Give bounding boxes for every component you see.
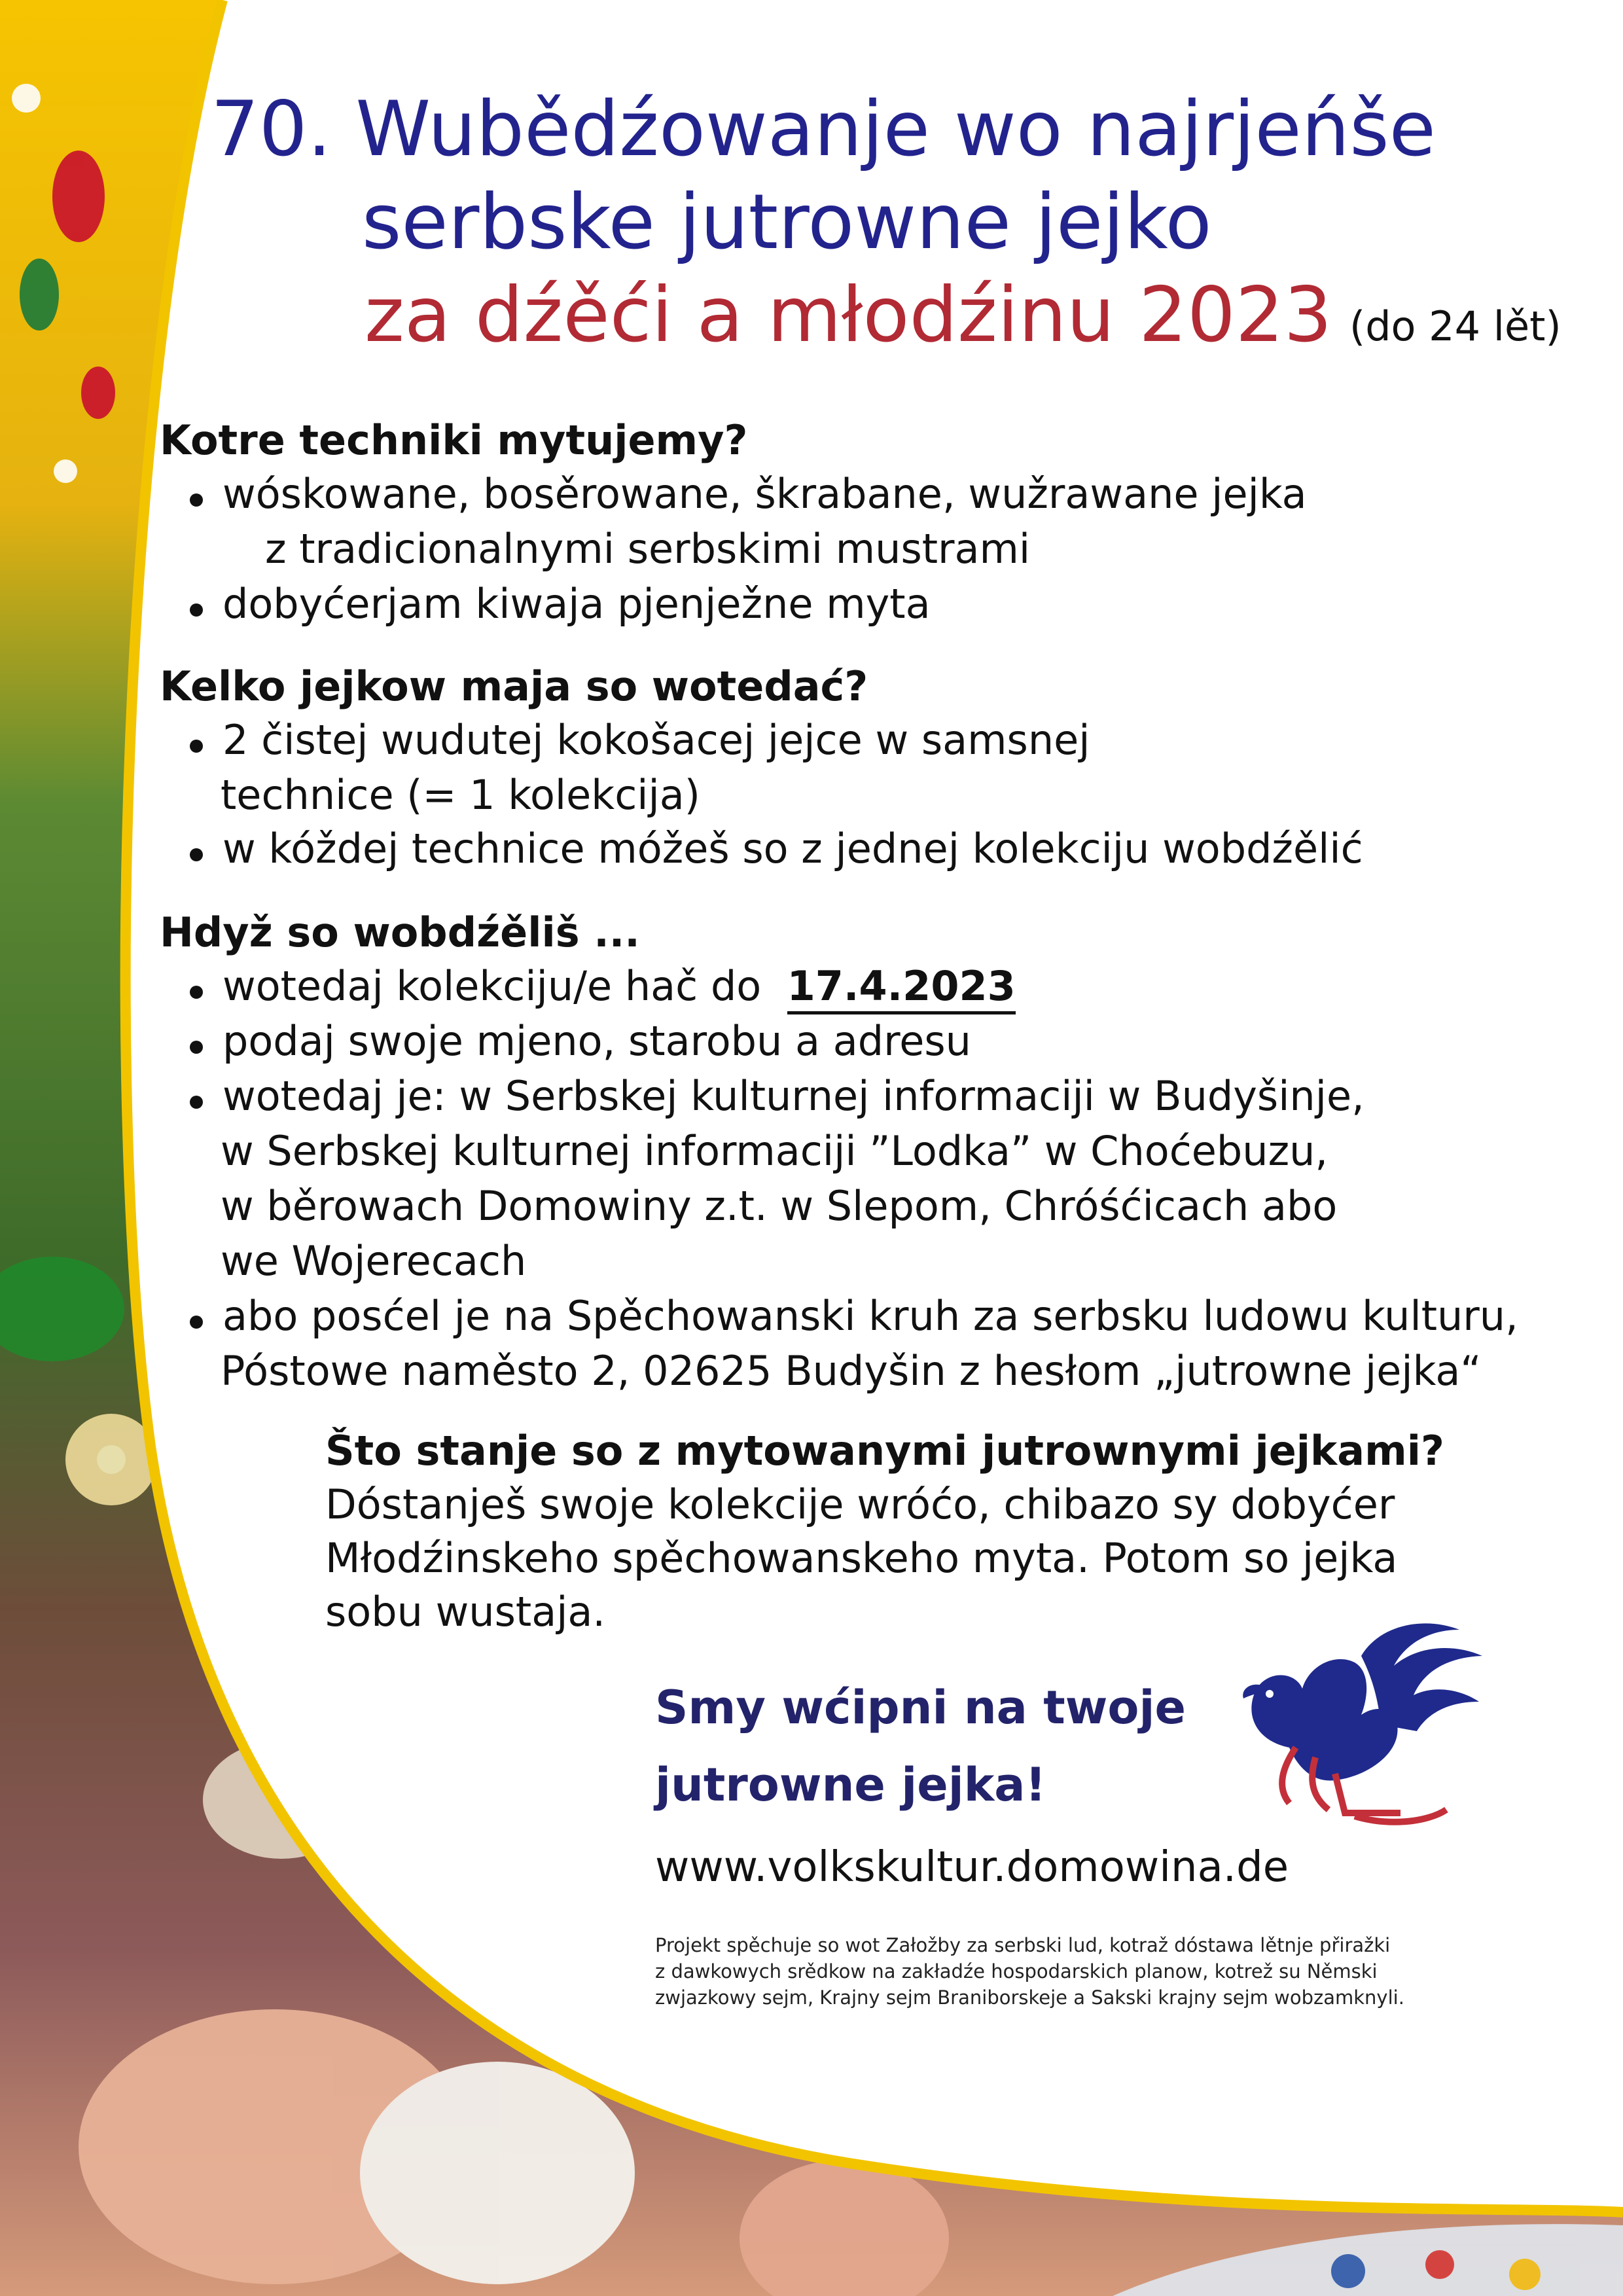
bullet-text: wóskowane, bosěrowane, škrabane, wužrawane jejka xyxy=(223,470,1307,518)
funding-note-line: zwjazkowy sejm, Krajny sejm Braniborskeje a Sakski krajny sejm wobzamknyli. xyxy=(655,1986,1404,2009)
bullet-dot xyxy=(190,848,203,861)
bullet-text xyxy=(223,962,1016,1010)
results-paragraph-line: Dóstanješ swoje kolekcije wróćo, chibazo sy dobyćer xyxy=(325,1480,1395,1528)
bullet-dot xyxy=(190,1316,203,1329)
bullet-dot xyxy=(190,986,203,999)
results-paragraph-line: Młodźinskeho spěchowanskeho myta. Potom so jejka xyxy=(325,1534,1398,1582)
bullet-text-continued: z tradicionalnymi serbskimi mustrami xyxy=(265,525,1031,573)
bullet-text: w kóždej technice móžeš so z jednej kolekciju wobdźělić xyxy=(223,825,1363,872)
slogan-line-2: jutrowne jejka! xyxy=(655,1758,1046,1812)
bullet-text: wotedaj je: w Serbskej kulturnej informaciji w Budyšinje, xyxy=(223,1072,1364,1120)
deadline-date: 17.4.2023 xyxy=(787,962,1016,1014)
bullet-dot xyxy=(190,493,203,507)
bullet-text-continued: w Serbskej kulturnej informaciji ”Lodka” w Choćebuzu, xyxy=(221,1127,1329,1175)
bullet-text: 2 čistej wudutej kokošacej jejce w samsnej xyxy=(223,716,1090,764)
website-url[interactable]: www.volkskultur.domowina.de xyxy=(655,1843,1289,1892)
bullet-text-continued: technice (= 1 kolekcija) xyxy=(221,771,700,819)
bullet-text-continued: w běrowach Domowiny z.t. w Slepom, Chróśćicach abo xyxy=(221,1182,1338,1230)
funding-note-line: z dawkowych srědkow na zakładźe hospodarskich planow, kotrež su Němski xyxy=(655,1960,1378,1982)
bullet-dot xyxy=(190,1041,203,1054)
section-heading-participation: Hdyž so wobdźěliš ... xyxy=(160,908,640,956)
bullet-dot xyxy=(190,603,203,617)
title-line-2: serbske jutrowne jejko xyxy=(362,178,1212,266)
section-heading-results: Što stanje so z mytowanymi jutrownymi jejkami? xyxy=(325,1427,1444,1475)
title-line-3: za dźěći a młodźinu 2023 xyxy=(365,271,1332,359)
bullet-text: abo posćel je na Spěchowanski kruh za serbsku ludowu kulturu, xyxy=(223,1292,1518,1340)
bird-logo-icon xyxy=(1230,1617,1492,1833)
age-note: (do 24 lět) xyxy=(1349,302,1561,350)
funding-note-line: Projekt spěchuje so wot Załožby za serbski lud, kotraž dóstawa lětnje přiražki xyxy=(655,1934,1391,1956)
section-heading-techniques: Kotre techniki mytujemy? xyxy=(160,416,748,464)
bullet-deadline-label: wotedaj kolekciju/e hač do xyxy=(223,962,762,1010)
bullet-text-continued: we Wojerecach xyxy=(221,1237,527,1285)
bullet-dot xyxy=(190,1096,203,1109)
bullet-text-continued: Póstowe naměsto 2, 02625 Budyšin z hesłom „jutrowne jejka“ xyxy=(221,1347,1482,1395)
title-line-1: 70. Wubědźowanje wo najrjeńše xyxy=(211,85,1436,173)
bullet-text: dobyćerjam kiwaja pjenježne myta xyxy=(223,580,931,628)
results-paragraph-line: sobu wustaja. xyxy=(325,1588,606,1636)
bullet-text: podaj swoje mjeno, starobu a adresu xyxy=(223,1017,971,1065)
section-heading-quantity: Kelko jejkow maja so wotedać? xyxy=(160,662,868,710)
slogan-line-1: Smy wćipni na twoje xyxy=(655,1681,1186,1734)
bullet-dot xyxy=(190,740,203,753)
